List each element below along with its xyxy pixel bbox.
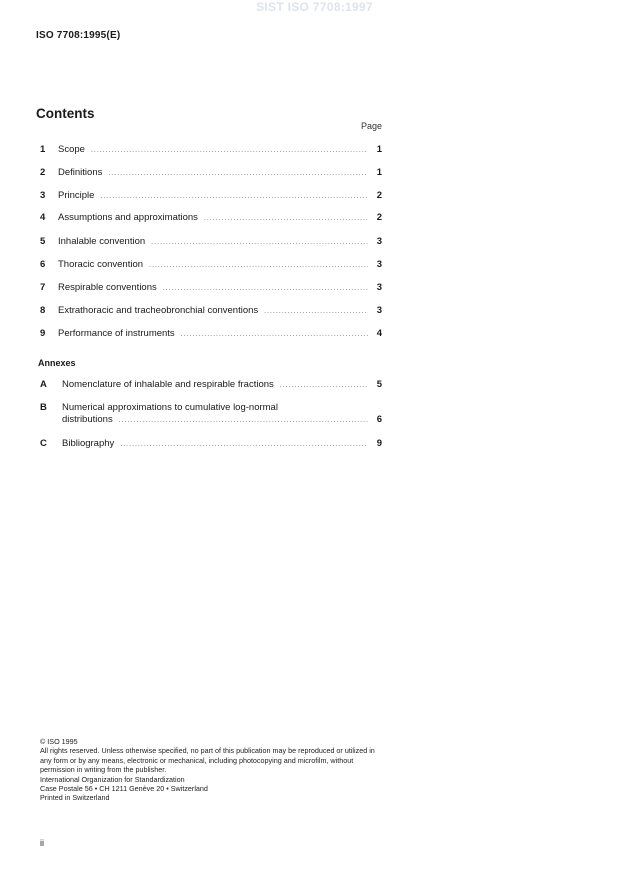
toc-title: Thoracic convention [58,259,144,270]
dot-leader [204,213,368,225]
toc-entry [40,212,382,225]
copyright-line: © ISO 1995 [40,737,78,746]
toc-number: 5 [40,236,46,247]
annex-entry [40,438,382,451]
dot-leader [91,145,368,157]
dot-leader [120,439,368,451]
toc-title: Extrathoracic and tracheobronchial conventions [58,305,259,316]
toc-title: Principle [58,190,95,201]
annex-letter: B [40,402,47,413]
toc-title: Inhalable convention [58,236,146,247]
toc-number: 6 [40,259,46,270]
organization-address: Case Postale 56 • CH 1211 Genève 20 • Switzerland [40,784,208,794]
toc-page: 3 [376,259,382,270]
copyright-notice: All rights reserved. Unless otherwise specified, no part of this publication may be reproduced or utilized in any form or by any means, electronic or mechanical, including photocopying and microfilm, without permission in writing from the publisher. [40,746,375,775]
dot-leader [119,415,368,427]
annex-title: Nomenclature of inhalable and respirable fractions [62,379,274,390]
toc-number: 1 [40,144,46,155]
printed-in: Printed in Switzerland [40,793,110,803]
dot-leader [264,306,368,318]
toc-number: 3 [40,190,46,201]
toc-page: 3 [376,282,382,293]
dot-leader [100,191,368,203]
toc-entry [40,305,382,318]
annex-letter: A [40,379,47,390]
toc-title: Respirable conventions [58,282,157,293]
toc-page: 3 [376,236,382,247]
annex-title-continued: distributions [62,414,113,425]
toc-entry [40,144,382,157]
toc-page: 2 [376,212,382,223]
dot-leader [151,237,368,249]
toc-page: 2 [376,190,382,201]
dot-leader [280,380,368,392]
toc-number: 2 [40,167,46,178]
toc-page: 4 [376,328,382,339]
document-number: ISO 7708:1995(E) [36,30,121,41]
toc-title: Scope [58,144,85,155]
annex-page: 5 [376,379,382,390]
annex-title: Numerical approximations to cumulative log-normal [62,402,278,413]
dot-leader [108,168,368,180]
annex-page: 6 [376,414,382,425]
organization-name: International Organization for Standardization [40,774,185,784]
toc-title: Performance of instruments [58,328,175,339]
annexes-heading: Annexes [38,358,76,368]
toc-entry [40,236,382,249]
toc-entry [40,328,382,341]
toc-page: 1 [376,167,382,178]
toc-number: 9 [40,328,46,339]
toc-entry [40,167,382,180]
toc-entry [40,282,382,295]
dot-leader [181,329,368,341]
contents-heading: Contents [36,106,95,121]
dot-leader [163,283,368,295]
annex-entry-line1 [40,402,382,414]
annex-page: 9 [376,438,382,449]
page-folio: ii [40,838,44,848]
toc-page: 3 [376,305,382,316]
toc-title: Assumptions and approximations [58,212,198,223]
toc-page: 1 [376,144,382,155]
annex-entry-line2 [40,414,382,427]
toc-entry [40,190,382,203]
toc-number: 8 [40,305,46,316]
annex-title: Bibliography [62,438,115,449]
toc-title: Definitions [58,167,103,178]
annex-letter: C [40,438,47,449]
toc-entry [40,259,382,272]
watermark: SIST ISO 7708:1997 [256,0,373,14]
toc-number: 7 [40,282,46,293]
toc-number: 4 [40,212,46,223]
page-column-label: Page [361,121,383,131]
annex-entry [40,379,382,392]
copyright-block [40,737,388,803]
dot-leader [149,260,368,272]
